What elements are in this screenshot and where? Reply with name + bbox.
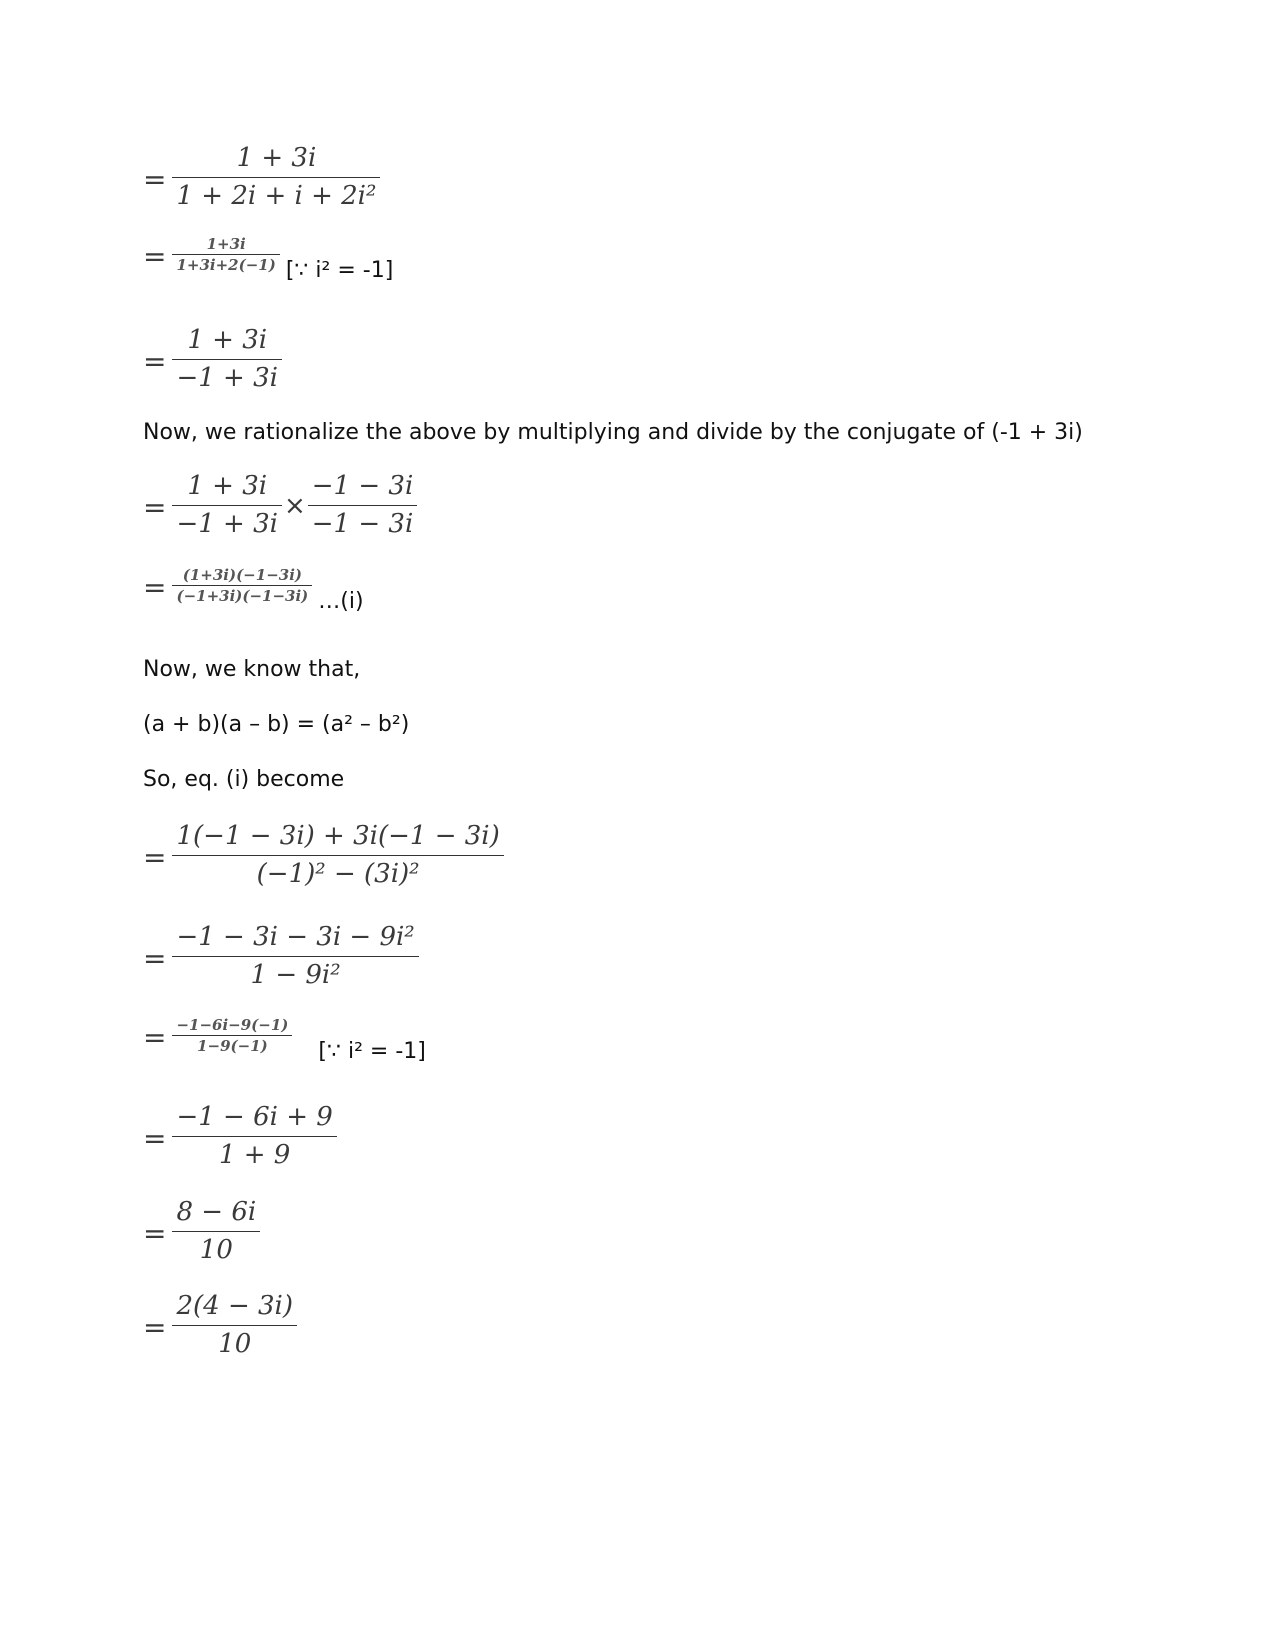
fraction bbox=[172, 1099, 336, 1174]
equation-note: [∵ i² = -1] bbox=[285, 258, 394, 283]
equation-step-1 bbox=[143, 140, 380, 215]
equals-sign: = bbox=[143, 1122, 167, 1155]
equals-sign: = bbox=[143, 1311, 167, 1344]
numerator: 1(−1 − 3i) + 3i(−1 − 3i) bbox=[176, 821, 500, 851]
conjugate-fraction bbox=[308, 468, 418, 543]
paragraph-rationalize: Now, we rationalize the above by multiplying and divide by the conjugate of (-1 + 3i) bbox=[143, 420, 1083, 445]
fraction bbox=[172, 1194, 260, 1269]
equation-step-3 bbox=[143, 322, 282, 397]
numerator: (1+3i)(−1−3i) bbox=[182, 566, 302, 584]
denominator: 1 + 2i + i + 2i² bbox=[176, 181, 377, 211]
denominator: 10 bbox=[218, 1329, 252, 1359]
numerator: −1 − 6i + 9 bbox=[176, 1102, 333, 1132]
denominator: (−1+3i)(−1−3i) bbox=[176, 587, 309, 605]
numerator: 8 − 6i bbox=[176, 1197, 257, 1227]
times-sign: × bbox=[283, 490, 306, 521]
fraction bbox=[172, 818, 503, 893]
equals-sign: = bbox=[143, 491, 167, 524]
numerator: 1 + 3i bbox=[236, 143, 317, 173]
denominator: 1 + 9 bbox=[218, 1140, 291, 1170]
equation-step-12 bbox=[143, 1015, 426, 1064]
fraction bbox=[172, 919, 418, 994]
numerator: 1+3i bbox=[206, 235, 246, 253]
equation-step-5 bbox=[143, 468, 417, 543]
fraction bbox=[172, 565, 312, 606]
fraction bbox=[172, 140, 380, 215]
denominator: (−1)² − (3i)² bbox=[256, 859, 420, 889]
numerator: −1−6i−9(−1) bbox=[176, 1016, 289, 1034]
equation-step-14 bbox=[143, 1194, 260, 1269]
equals-sign: = bbox=[143, 1021, 167, 1054]
equals-sign: = bbox=[143, 841, 167, 874]
denominator: 1+3i+2(−1) bbox=[176, 256, 276, 274]
equation-step-2 bbox=[143, 234, 394, 283]
equals-sign: = bbox=[143, 571, 167, 604]
fraction bbox=[172, 322, 282, 397]
identity-line: (a + b)(a – b) = (a² – b²) bbox=[143, 712, 410, 737]
equals-sign: = bbox=[143, 1217, 167, 1250]
paragraph-so-become: So, eq. (i) become bbox=[143, 767, 345, 792]
numerator: 1 + 3i bbox=[187, 471, 268, 501]
denominator: −1 − 3i bbox=[311, 509, 414, 539]
fraction bbox=[172, 234, 279, 275]
denominator: −1 + 3i bbox=[176, 509, 278, 539]
denominator: −1 + 3i bbox=[176, 363, 278, 393]
numerator: 2(4 − 3i) bbox=[176, 1291, 294, 1321]
denominator: 1−9(−1) bbox=[197, 1037, 268, 1055]
denominator: 10 bbox=[199, 1235, 233, 1265]
numerator: −1 − 3i bbox=[311, 471, 414, 501]
fraction bbox=[172, 1288, 297, 1363]
equals-sign: = bbox=[143, 345, 167, 378]
equals-sign: = bbox=[143, 942, 167, 975]
equation-label: …(i) bbox=[318, 589, 364, 614]
equation-step-13 bbox=[143, 1099, 337, 1174]
equation-step-10 bbox=[143, 818, 504, 893]
numerator: 1 + 3i bbox=[187, 325, 268, 355]
denominator: 1 − 9i² bbox=[250, 960, 341, 990]
equation-note: [∵ i² = -1] bbox=[318, 1039, 426, 1064]
fraction bbox=[172, 468, 282, 543]
paragraph-know-that: Now, we know that, bbox=[143, 657, 361, 682]
equation-step-6 bbox=[143, 565, 364, 614]
equation-step-15 bbox=[143, 1288, 297, 1363]
equals-sign: = bbox=[143, 163, 167, 196]
fraction bbox=[172, 1015, 292, 1056]
equals-sign: = bbox=[143, 240, 167, 273]
equation-step-11 bbox=[143, 919, 419, 994]
numerator: −1 − 3i − 3i − 9i² bbox=[176, 922, 415, 952]
